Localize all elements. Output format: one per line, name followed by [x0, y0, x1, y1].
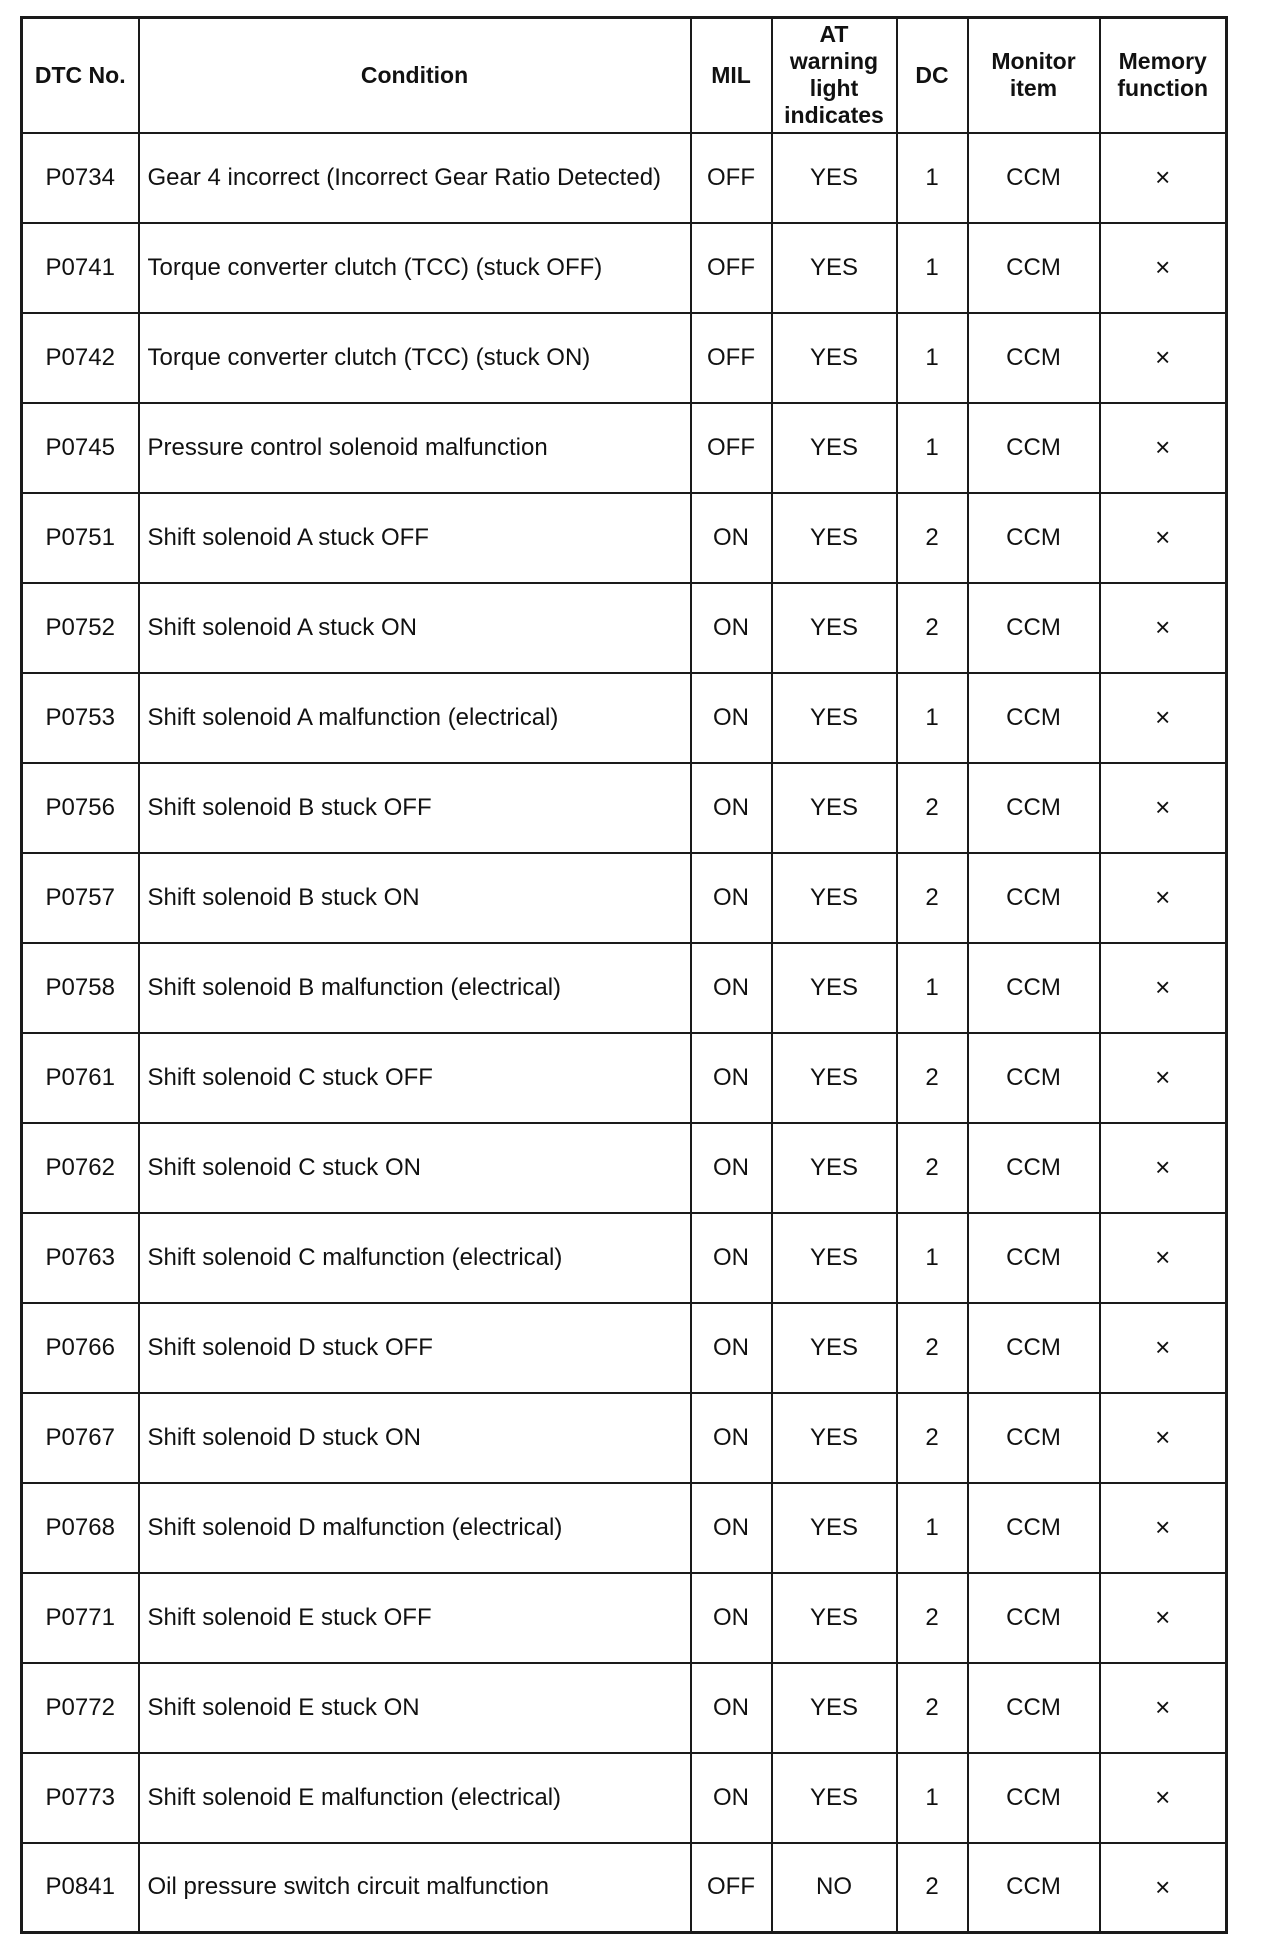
- mil-status: ON: [691, 673, 772, 763]
- dc-value: 1: [897, 1753, 968, 1843]
- dtc-code: P0745: [22, 403, 139, 493]
- memory-function-mark: ×: [1100, 1123, 1227, 1213]
- dtc-code: P0767: [22, 1393, 139, 1483]
- dc-value: 2: [897, 853, 968, 943]
- at-light-status: YES: [772, 1573, 897, 1663]
- dtc-code: P0757: [22, 853, 139, 943]
- dtc-code: P0753: [22, 673, 139, 763]
- table-row: [22, 1393, 1227, 1483]
- table-row: [22, 583, 1227, 673]
- header-mil: MIL: [691, 18, 772, 133]
- memory-function-mark: ×: [1100, 583, 1227, 673]
- mil-status: OFF: [691, 403, 772, 493]
- header-condition: Condition: [139, 18, 691, 133]
- memory-function-mark: ×: [1100, 1303, 1227, 1393]
- dtc-code: P0756: [22, 763, 139, 853]
- mil-status: ON: [691, 763, 772, 853]
- table-row: [22, 223, 1227, 313]
- table-row: [22, 763, 1227, 853]
- condition-text: Shift solenoid B malfunction (electrical): [139, 943, 691, 1033]
- condition-text: Shift solenoid E stuck ON: [139, 1663, 691, 1753]
- table-row: [22, 493, 1227, 583]
- condition-text: Shift solenoid A stuck ON: [139, 583, 691, 673]
- condition-text: Shift solenoid A stuck OFF: [139, 493, 691, 583]
- dtc-code: P0758: [22, 943, 139, 1033]
- memory-function-mark: ×: [1100, 313, 1227, 403]
- dc-value: 1: [897, 673, 968, 763]
- dc-value: 2: [897, 1843, 968, 1933]
- dtc-code: P0762: [22, 1123, 139, 1213]
- memory-function-mark: ×: [1100, 1213, 1227, 1303]
- memory-function-mark: ×: [1100, 1483, 1227, 1573]
- memory-function-mark: ×: [1100, 763, 1227, 853]
- dc-value: 1: [897, 1483, 968, 1573]
- monitor-item: CCM: [968, 1483, 1100, 1573]
- table-row: [22, 1303, 1227, 1393]
- at-light-status: YES: [772, 403, 897, 493]
- at-light-status: YES: [772, 133, 897, 223]
- memory-function-mark: ×: [1100, 1663, 1227, 1753]
- mil-status: ON: [691, 853, 772, 943]
- monitor-item: CCM: [968, 493, 1100, 583]
- dtc-code: P0772: [22, 1663, 139, 1753]
- at-light-status: YES: [772, 1123, 897, 1213]
- dtc-code: P0763: [22, 1213, 139, 1303]
- monitor-item: CCM: [968, 403, 1100, 493]
- dc-value: 2: [897, 1393, 968, 1483]
- at-light-status: YES: [772, 1393, 897, 1483]
- condition-text: Shift solenoid D stuck ON: [139, 1393, 691, 1483]
- mil-status: ON: [691, 583, 772, 673]
- monitor-item: CCM: [968, 763, 1100, 853]
- memory-function-mark: ×: [1100, 1843, 1227, 1933]
- dc-value: 2: [897, 763, 968, 853]
- monitor-item: CCM: [968, 133, 1100, 223]
- condition-text: Oil pressure switch circuit malfunction: [139, 1843, 691, 1933]
- monitor-item: CCM: [968, 1033, 1100, 1123]
- table-row: [22, 1483, 1227, 1573]
- table-row: [22, 403, 1227, 493]
- at-light-status: YES: [772, 763, 897, 853]
- mil-status: OFF: [691, 313, 772, 403]
- mil-status: ON: [691, 943, 772, 1033]
- at-light-status: YES: [772, 1663, 897, 1753]
- mil-status: ON: [691, 1573, 772, 1663]
- dc-value: 1: [897, 403, 968, 493]
- monitor-item: CCM: [968, 1303, 1100, 1393]
- memory-function-mark: ×: [1100, 223, 1227, 313]
- table-row: [22, 133, 1227, 223]
- memory-function-mark: ×: [1100, 1753, 1227, 1843]
- condition-text: Shift solenoid B stuck OFF: [139, 763, 691, 853]
- condition-text: Shift solenoid D stuck OFF: [139, 1303, 691, 1393]
- table-row: [22, 1753, 1227, 1843]
- monitor-item: CCM: [968, 1843, 1100, 1933]
- monitor-item: CCM: [968, 943, 1100, 1033]
- mil-status: OFF: [691, 133, 772, 223]
- table-header-row: [22, 18, 1227, 133]
- dc-value: 2: [897, 493, 968, 583]
- at-light-status: YES: [772, 223, 897, 313]
- dc-value: 2: [897, 1033, 968, 1123]
- table-row: [22, 1033, 1227, 1123]
- memory-function-mark: ×: [1100, 1573, 1227, 1663]
- mil-status: ON: [691, 1393, 772, 1483]
- header-at-warning-light: AT warning light indicates: [772, 18, 897, 133]
- dtc-code: P0761: [22, 1033, 139, 1123]
- dc-value: 2: [897, 583, 968, 673]
- dc-value: 1: [897, 1213, 968, 1303]
- dc-value: 2: [897, 1303, 968, 1393]
- monitor-item: CCM: [968, 1213, 1100, 1303]
- monitor-item: CCM: [968, 313, 1100, 403]
- monitor-item: CCM: [968, 1753, 1100, 1843]
- dc-value: 2: [897, 1573, 968, 1663]
- dtc-code: P0841: [22, 1843, 139, 1933]
- dc-value: 1: [897, 223, 968, 313]
- memory-function-mark: ×: [1100, 403, 1227, 493]
- mil-status: ON: [691, 1483, 772, 1573]
- dtc-code: P0741: [22, 223, 139, 313]
- table-row: [22, 313, 1227, 403]
- mil-status: ON: [691, 1213, 772, 1303]
- dtc-code: P0751: [22, 493, 139, 583]
- monitor-item: CCM: [968, 673, 1100, 763]
- dc-value: 1: [897, 313, 968, 403]
- at-light-status: YES: [772, 673, 897, 763]
- dtc-code: P0771: [22, 1573, 139, 1663]
- monitor-item: CCM: [968, 223, 1100, 313]
- at-light-status: YES: [772, 1213, 897, 1303]
- header-memory-function: Memory function: [1100, 18, 1227, 133]
- condition-text: Shift solenoid E malfunction (electrical): [139, 1753, 691, 1843]
- at-light-status: YES: [772, 853, 897, 943]
- monitor-item: CCM: [968, 583, 1100, 673]
- dc-value: 1: [897, 133, 968, 223]
- condition-text: Shift solenoid C stuck OFF: [139, 1033, 691, 1123]
- mil-status: ON: [691, 1753, 772, 1843]
- condition-text: Shift solenoid C malfunction (electrical): [139, 1213, 691, 1303]
- at-light-status: YES: [772, 1303, 897, 1393]
- mil-status: OFF: [691, 223, 772, 313]
- mil-status: ON: [691, 493, 772, 583]
- memory-function-mark: ×: [1100, 673, 1227, 763]
- memory-function-mark: ×: [1100, 853, 1227, 943]
- at-light-status: YES: [772, 1033, 897, 1123]
- table-row: [22, 853, 1227, 943]
- at-light-status: YES: [772, 943, 897, 1033]
- condition-text: Shift solenoid E stuck OFF: [139, 1573, 691, 1663]
- mil-status: ON: [691, 1663, 772, 1753]
- dtc-table: [20, 16, 1228, 1934]
- mil-status: OFF: [691, 1843, 772, 1933]
- dc-value: 2: [897, 1123, 968, 1213]
- table-row: [22, 673, 1227, 763]
- condition-text: Torque converter clutch (TCC) (stuck ON): [139, 313, 691, 403]
- monitor-item: CCM: [968, 1663, 1100, 1753]
- dtc-code: P0752: [22, 583, 139, 673]
- at-light-status: YES: [772, 1483, 897, 1573]
- header-monitor-item: Monitor item: [968, 18, 1100, 133]
- dtc-code: P0768: [22, 1483, 139, 1573]
- mil-status: ON: [691, 1303, 772, 1393]
- memory-function-mark: ×: [1100, 943, 1227, 1033]
- monitor-item: CCM: [968, 1123, 1100, 1213]
- condition-text: Pressure control solenoid malfunction: [139, 403, 691, 493]
- memory-function-mark: ×: [1100, 1033, 1227, 1123]
- header-dc: DC: [897, 18, 968, 133]
- table-row: [22, 943, 1227, 1033]
- at-light-status: YES: [772, 493, 897, 583]
- table-row: [22, 1663, 1227, 1753]
- condition-text: Shift solenoid D malfunction (electrical): [139, 1483, 691, 1573]
- at-light-status: YES: [772, 583, 897, 673]
- condition-text: Shift solenoid B stuck ON: [139, 853, 691, 943]
- header-dtc-no: DTC No.: [22, 18, 139, 133]
- condition-text: Gear 4 incorrect (Incorrect Gear Ratio Detected): [139, 133, 691, 223]
- table-row: [22, 1123, 1227, 1213]
- memory-function-mark: ×: [1100, 133, 1227, 223]
- table-row: [22, 1573, 1227, 1663]
- dtc-code: P0766: [22, 1303, 139, 1393]
- mil-status: ON: [691, 1123, 772, 1213]
- condition-text: Shift solenoid A malfunction (electrical): [139, 673, 691, 763]
- dc-value: 2: [897, 1663, 968, 1753]
- table-row: [22, 1213, 1227, 1303]
- condition-text: Shift solenoid C stuck ON: [139, 1123, 691, 1213]
- at-light-status: YES: [772, 313, 897, 403]
- memory-function-mark: ×: [1100, 1393, 1227, 1483]
- monitor-item: CCM: [968, 1393, 1100, 1483]
- mil-status: ON: [691, 1033, 772, 1123]
- dtc-code: P0742: [22, 313, 139, 403]
- dtc-code: P0734: [22, 133, 139, 223]
- monitor-item: CCM: [968, 1573, 1100, 1663]
- dc-value: 1: [897, 943, 968, 1033]
- memory-function-mark: ×: [1100, 493, 1227, 583]
- monitor-item: CCM: [968, 853, 1100, 943]
- at-light-status: YES: [772, 1753, 897, 1843]
- at-light-status: NO: [772, 1843, 897, 1933]
- condition-text: Torque converter clutch (TCC) (stuck OFF): [139, 223, 691, 313]
- table-row: [22, 1843, 1227, 1933]
- dtc-code: P0773: [22, 1753, 139, 1843]
